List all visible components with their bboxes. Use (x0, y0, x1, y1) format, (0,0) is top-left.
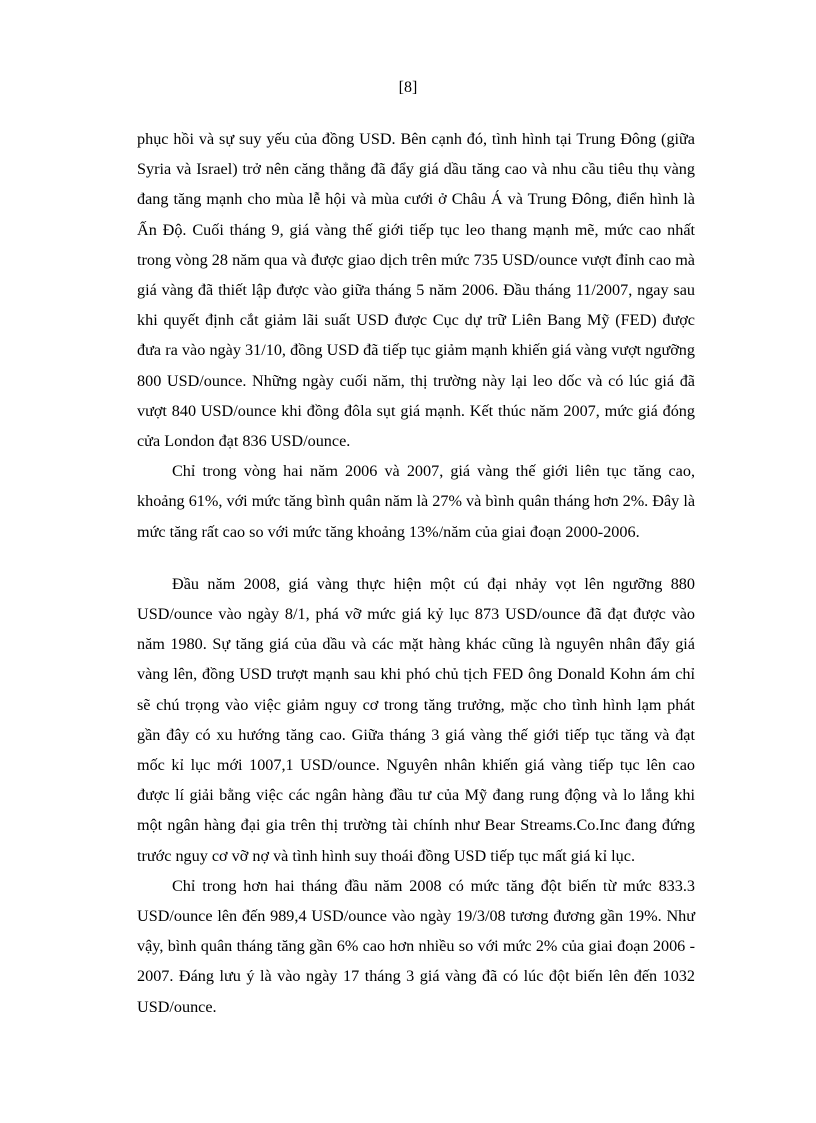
page-number: [8] (398, 79, 418, 96)
paragraph-gap (137, 547, 695, 569)
paragraph-growth-2006-2007: Chỉ trong vòng hai năm 2006 và 2007, giá vàng thế giới liên tục tăng cao, khoảng 61%, với mức tăng bình quân năm là 27% và bình quân tháng hơn 2%. Đây là mức tăng rất cao so với mức tăng khoảng 13%/năm của giai đoạn 2000-2006. (137, 462, 695, 541)
body-text (137, 124, 695, 1022)
paragraph-early-2008: Đầu năm 2008, giá vàng thực hiện một cú đại nhảy vọt lên ngưỡng 880 USD/ounce vào ngày 8/1, phá vỡ mức giá kỷ lục 873 USD/ounce đã đạt được vào năm 1980. Sự tăng giá của dầu và các mặt hàng khác cũng là nguyên nhân đẩy giá vàng lên, đồng USD trượt mạnh sau khi phó chủ tịch FED ông Donald Kohn ám chỉ sẽ chú trọng vào việc giảm nguy cơ trong tăng trưởng, mặc cho tình hình lạm phát gần đây có xu hướng tăng cao. Giữa tháng 3 giá vàng thế giới tiếp tục tăng và đạt mốc kỉ lục mới 1007,1 USD/ounce. Nguyên nhân khiến giá vàng tiếp tục lên cao được lí giải bằng việc các ngân hàng đầu tư của Mỹ đang rung động và lo lắng khi một ngân hàng đại gia trên thị trường tài chính như Bear Streams.Co.Inc đang đứng trước nguy cơ vỡ nợ và tình hình suy thoái đồng USD tiếp tục mất giá kỉ lục. (137, 574, 695, 865)
paragraph-continuation: phục hồi và sự suy yếu của đồng USD. Bên cạnh đó, tình hình tại Trung Đông (giữa Syria và Israel) trở nên căng thẳng đã đẩy giá dầu tăng cao và nhu cầu tiêu thụ vàng đang tăng mạnh cho mùa lễ hội và mùa cưới ở Châu Á và Trung Đông, điển hình là Ấn Độ. Cuối tháng 9, giá vàng thế giới tiếp tục leo thang mạnh mẽ, mức cao nhất trong vòng 28 năm qua và được giao dịch trên mức 735 USD/ounce vượt đỉnh cao mà giá vàng đã thiết lập được vào giữa tháng 5 năm 2006. Đầu tháng 11/2007, ngay sau khi quyết định cắt giảm lãi suất USD được Cục dự trữ Liên Bang Mỹ (FED) được đưa ra vào ngày 31/10, đồng USD đã tiếp tục giảm mạnh khiến giá vàng vượt ngưỡng 800 USD/ounce. Những ngày cuối năm, thị trường này lại leo dốc và có lúc giá đã vượt 840 USD/ounce khi đồng đôla sụt giá mạnh. Kết thúc năm 2007, mức giá đóng cửa London đạt 836 USD/ounce. (137, 130, 695, 451)
paragraph-first-months-2008: Chỉ trong hơn hai tháng đầu năm 2008 có mức tăng đột biến từ mức 833.3 USD/ounce lên đến 989,4 USD/ounce vào ngày 19/3/08 tương đương gần 19%. Như vậy, bình quân tháng tăng gần 6% cao hơn nhiều so với mức 2% của giai đoạn 2006 - 2007. Đáng lưu ý là vào ngày 17 tháng 3 giá vàng đã có lúc đột biến lên đến 1032 USD/ounce. (137, 876, 695, 1016)
